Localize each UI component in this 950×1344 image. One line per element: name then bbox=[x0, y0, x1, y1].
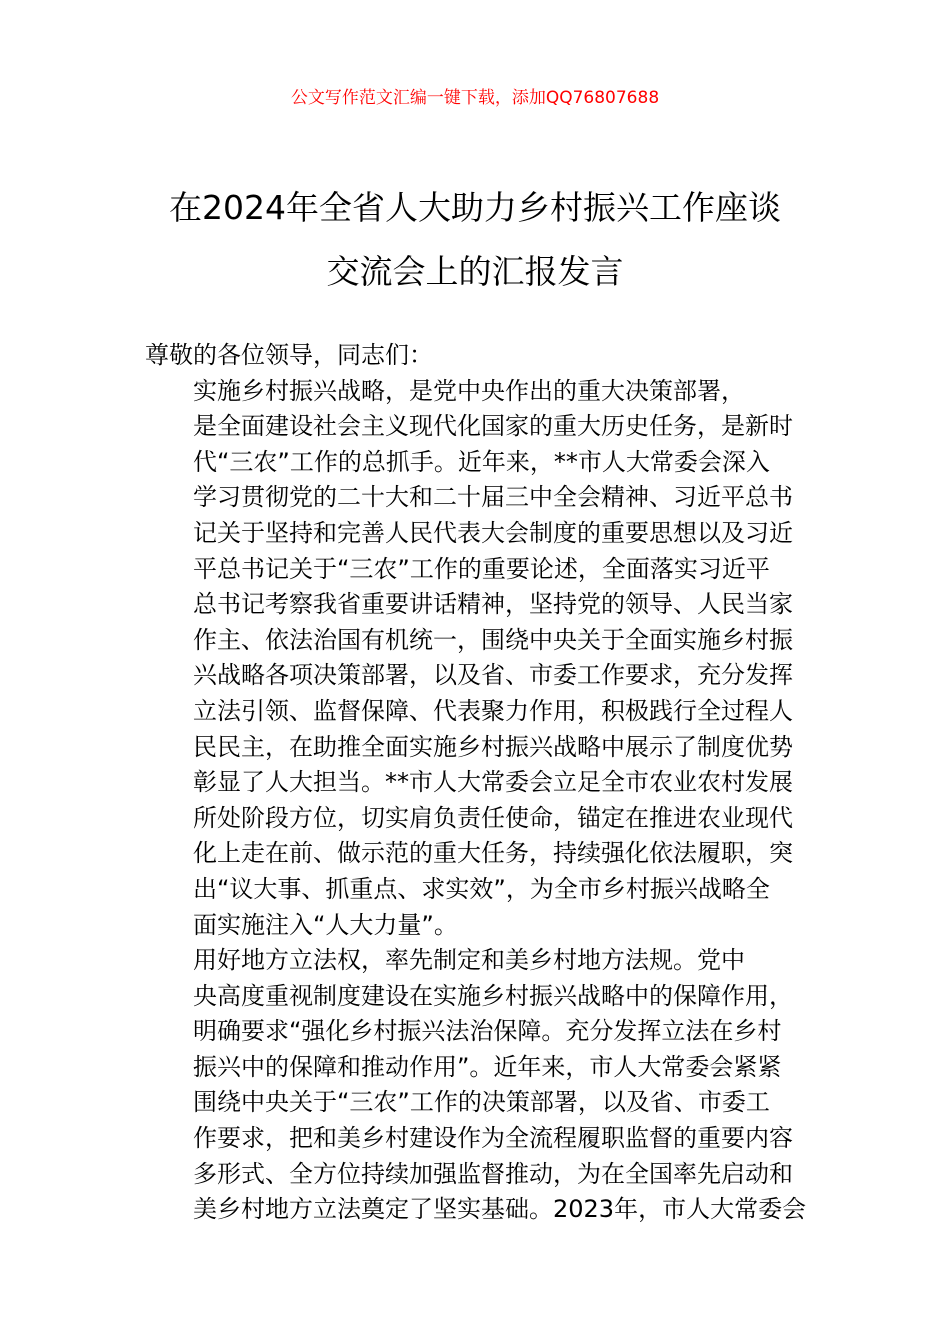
paragraph-line: 多形式、全方位持续加强监督推动，为在全国率先启动和 bbox=[193, 1159, 793, 1188]
paragraph-line: 出“议大事、抓重点、求实效”，为全市乡村振兴战略全 bbox=[193, 874, 770, 903]
paragraph-line: 平总书记关于“三农”工作的重要论述，全面落实习近平 bbox=[193, 554, 770, 583]
paragraph-line: 所处阶段方位，切实肩负责任使命，锚定在推进农业现代 bbox=[193, 803, 793, 832]
download-banner: 公文写作范文汇编一键下载，添加QQ76807688 bbox=[290, 88, 660, 108]
title-line: 交流会上的汇报发言 bbox=[326, 252, 624, 291]
paragraph-line: 美乡村地方立法奠定了坚实基础。2023年，市人大常委会 bbox=[193, 1195, 807, 1224]
title-line: 在2024年全省人大助力乡村振兴工作座谈 bbox=[169, 188, 781, 227]
paragraph-line: 记关于坚持和完善人民代表大会制度的重要思想以及习近 bbox=[193, 518, 793, 547]
paragraph-line: 实施乡村振兴战略，是党中央作出的重大决策部署， bbox=[193, 376, 745, 405]
paragraph-line: 围绕中央关于“三农”工作的决策部署，以及省、市委工 bbox=[193, 1088, 770, 1117]
document-title bbox=[120, 176, 830, 304]
paragraph-line: 央高度重视制度建设在实施乡村振兴战略中的保障作用， bbox=[193, 981, 793, 1010]
paragraph-line: 明确要求“强化乡村振兴法治保障。充分发挥立法在乡村 bbox=[193, 1017, 782, 1046]
paragraph-line: 学习贯彻党的二十大和二十届三中全会精神、习近平总书 bbox=[193, 483, 793, 512]
paragraph-line: 立法引领、监督保障、代表聚力作用，积极践行全过程人 bbox=[193, 696, 793, 725]
paragraph-line: 化上走在前、做示范的重大任务，持续强化依法履职，突 bbox=[193, 839, 793, 868]
paragraph-line: 作主、依法治国有机统一，围绕中央关于全面实施乡村振 bbox=[193, 625, 793, 654]
paragraph-line: 彰显了人大担当。**市人大常委会立足全市农业农村发展 bbox=[193, 768, 793, 797]
paragraph-line: 作要求，把和美乡村建设作为全流程履职监督的重要内容 bbox=[193, 1124, 793, 1153]
paragraph-line: 用好地方立法权，率先制定和美乡村地方法规。党中 bbox=[193, 946, 745, 975]
paragraph-line: 是全面建设社会主义现代化国家的重大历史任务，是新时 bbox=[193, 412, 793, 441]
paragraph-intro bbox=[145, 374, 810, 944]
paragraph-line: 兴战略各项决策部署，以及省、市委工作要求，充分发挥 bbox=[193, 661, 793, 690]
paragraph-line: 振兴中的保障和推动作用”。近年来，市人大常委会紧紧 bbox=[193, 1052, 782, 1081]
document-body bbox=[145, 338, 810, 1228]
paragraph-line: 民民主，在助推全面实施乡村振兴战略中展示了制度优势 bbox=[193, 732, 793, 761]
paragraph-legislation bbox=[145, 943, 810, 1228]
paragraph-line: 总书记考察我省重要讲话精神，坚持党的领导、人民当家 bbox=[193, 590, 793, 619]
paragraph-line: 代“三农”工作的总抓手。近年来，**市人大常委会深入 bbox=[193, 447, 770, 476]
paragraph-line: 面实施注入“人大力量”。 bbox=[193, 910, 458, 939]
salutation: 尊敬的各位领导，同志们： bbox=[145, 341, 433, 369]
